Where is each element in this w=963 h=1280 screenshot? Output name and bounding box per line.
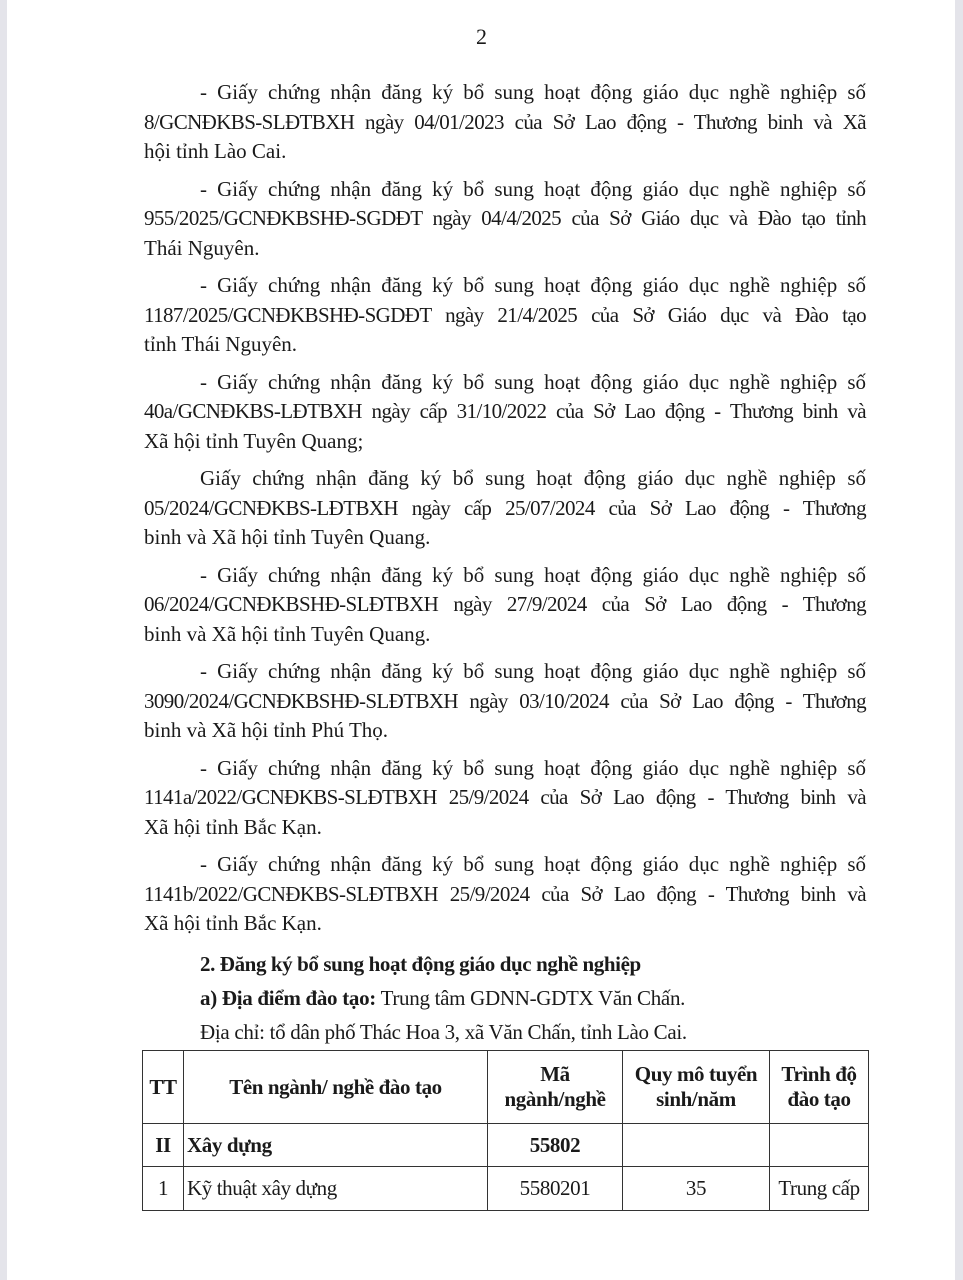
certificate-line: 1187/2025/GCNĐKBSHĐ-SGDĐT ngày 21/4/2025 của Sở Giáo dục và Đào tạo <box>144 302 866 327</box>
cell-name: Xây dựng <box>184 1124 488 1167</box>
certificate-line: - Giấy chứng nhận đăng ký bổ sung hoạt động giáo dục nghề nghiệp số <box>200 562 866 587</box>
cell-tt: 1 <box>143 1167 184 1211</box>
certificate-list <box>144 78 866 939</box>
training-address: Địa chỉ: tổ dân phố Thác Hoa 3, xã Văn Chấn, tỉnh Lào Cai. <box>200 1019 687 1044</box>
certificate-line: tỉnh Thái Nguyên. <box>144 332 298 356</box>
table-row <box>143 1124 869 1167</box>
header-level <box>770 1051 869 1124</box>
certificate-line: 05/2024/GCNĐKBS-LĐTBXH ngày cấp 25/07/2024 của Sở Lao động - Thương <box>144 495 866 520</box>
certificate-paragraph <box>144 754 866 843</box>
certificate-paragraph <box>144 175 866 264</box>
cell-level: Trung cấp <box>770 1167 869 1211</box>
certificate-paragraph <box>144 271 866 360</box>
certificate-paragraph <box>144 78 866 167</box>
certificate-line: - Giấy chứng nhận đăng ký bổ sung hoạt động giáo dục nghề nghiệp số <box>200 80 866 104</box>
certificate-line: - Giấy chứng nhận đăng ký bổ sung hoạt động giáo dục nghề nghiệp số <box>200 852 866 876</box>
certificate-line: 06/2024/GCNĐKBSHĐ-SLĐTBXH ngày 27/9/2024 của Sở Lao động - Thương <box>144 592 866 616</box>
header-level-line2: đào tạo <box>787 1087 851 1111</box>
cell-name: Kỹ thuật xây dựng <box>184 1167 488 1211</box>
certificate-line: binh và Xã hội tỉnh Phú Thọ. <box>144 718 389 742</box>
certificate-line: Xã hội tỉnh Tuyên Quang; <box>144 428 364 453</box>
certificate-line: binh và Xã hội tỉnh Tuyên Quang. <box>144 621 431 646</box>
certificate-line: Thái Nguyên. <box>144 235 260 260</box>
certificate-line: - Giấy chứng nhận đăng ký bổ sung hoạt động giáo dục nghề nghiệp số <box>200 369 866 394</box>
header-code-line1: Mã <box>540 1062 570 1086</box>
training-table <box>142 1050 869 1211</box>
header-name: Tên ngành/ nghề đào tạo <box>184 1051 488 1124</box>
header-scale-line2: sinh/năm <box>656 1087 736 1111</box>
cell-level <box>770 1124 869 1167</box>
certificate-line: Xã hội tỉnh Bắc Kạn. <box>144 814 322 839</box>
table-row <box>143 1167 869 1211</box>
certificate-paragraph <box>144 850 866 939</box>
header-code <box>488 1051 623 1124</box>
certificate-paragraph <box>144 561 866 650</box>
certificate-paragraph <box>144 464 866 553</box>
certificate-line: Giấy chứng nhận đăng ký bổ sung hoạt động giáo dục nghề nghiệp số <box>200 466 866 490</box>
header-scale-line1: Quy mô tuyển <box>634 1062 758 1086</box>
header-scale <box>623 1051 770 1124</box>
training-location-label: a) Địa điểm đào tạo: <box>200 985 376 1010</box>
certificate-line: 3090/2024/GCNĐKBSHĐ-SLĐTBXH ngày 03/10/2024 của Sở Lao động - Thương <box>144 688 866 713</box>
header-tt: TT <box>143 1051 184 1124</box>
certificate-line: binh và Xã hội tỉnh Tuyên Quang. <box>144 525 431 549</box>
certificate-line: - Giấy chứng nhận đăng ký bổ sung hoạt động giáo dục nghề nghiệp số <box>200 176 866 201</box>
table-header-row <box>143 1051 869 1124</box>
certificate-line: 1141a/2022/GCNĐKBS-SLĐTBXH 25/9/2024 của Sở Lao động - Thương binh và <box>144 785 866 809</box>
header-level-line1: Trình độ <box>781 1062 857 1086</box>
certificate-paragraph <box>144 368 866 457</box>
document-body <box>144 78 866 1049</box>
certificate-line: 1141b/2022/GCNĐKBS-SLĐTBXH 25/9/2024 của Sở Lao động - Thương binh và <box>144 881 866 906</box>
certificate-line: - Giấy chứng nhận đăng ký bổ sung hoạt động giáo dục nghề nghiệp số <box>200 659 866 683</box>
certificate-line: 40a/GCNĐKBS-LĐTBXH ngày cấp 31/10/2022 của Sở Lao động - Thương binh và <box>144 399 866 423</box>
certificate-line: 8/GCNĐKBS-SLĐTBXH ngày 04/01/2023 của Sở Lao động - Thương binh và Xã <box>144 109 866 134</box>
cell-code: 55802 <box>488 1124 623 1167</box>
cell-scale: 35 <box>623 1167 770 1211</box>
page-number: 2 <box>476 24 487 49</box>
certificate-line: - Giấy chứng nhận đăng ký bổ sung hoạt động giáo dục nghề nghiệp số <box>200 755 866 780</box>
certificate-line: 955/2025/GCNĐKBSHĐ-SGDĐT ngày 04/4/2025 của Sở Giáo dục và Đào tạo tỉnh <box>144 206 866 230</box>
certificate-paragraph <box>144 657 866 746</box>
page-edge-right <box>955 0 963 1280</box>
certificate-line: - Giấy chứng nhận đăng ký bổ sung hoạt động giáo dục nghề nghiệp số <box>200 273 866 297</box>
cell-code: 5580201 <box>488 1167 623 1211</box>
cell-scale <box>623 1124 770 1167</box>
certificate-line: Xã hội tỉnh Bắc Kạn. <box>144 911 322 935</box>
header-code-line2: ngành/nghề <box>504 1087 606 1111</box>
certificate-line: hội tỉnh Lào Cai. <box>144 139 287 163</box>
training-location-value: Trung tâm GDNN-GDTX Văn Chấn. <box>376 985 686 1010</box>
training-location <box>144 981 866 1015</box>
cell-tt: II <box>143 1124 184 1167</box>
section-heading: 2. Đăng ký bổ sung hoạt động giáo dục nghề nghiệp <box>200 951 641 976</box>
page-edge-left <box>0 0 7 1280</box>
